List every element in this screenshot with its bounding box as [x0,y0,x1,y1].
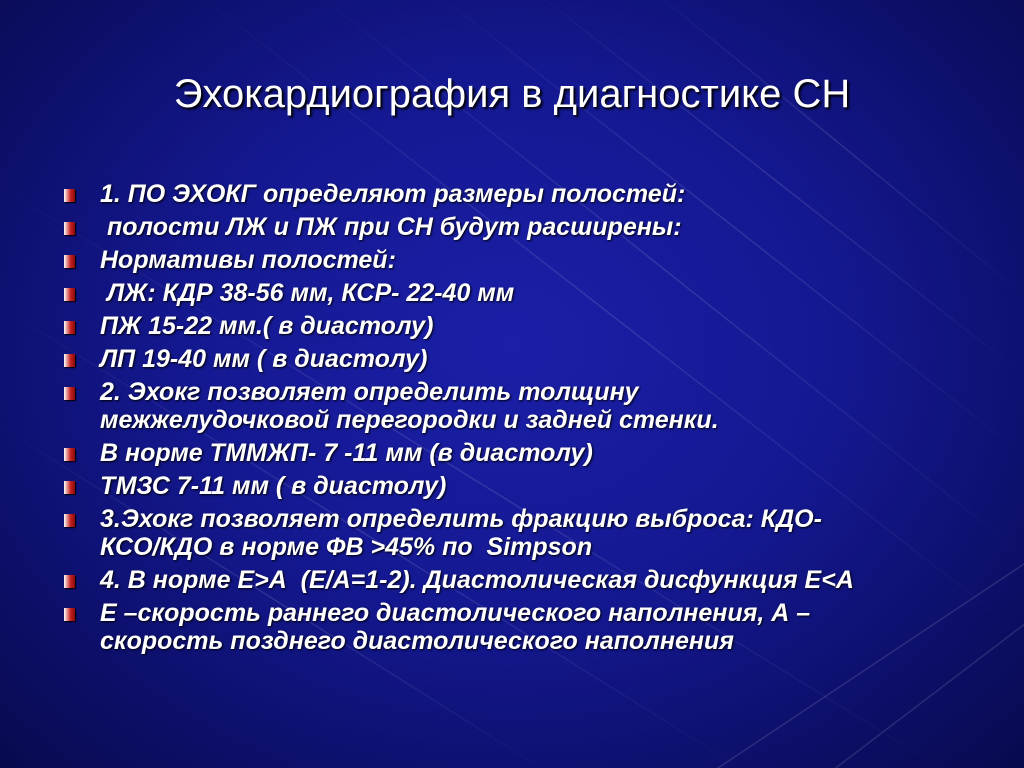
bullet-item [64,566,994,594]
bullet-square-icon [64,608,75,621]
bullet-item [64,279,994,307]
bullet-text-line: 2. Эхокг позволяет определить толщину [100,378,639,406]
bullet-text-line: ЛП 19-40 мм ( в диастолу) [100,345,428,373]
bullet-item [64,599,994,655]
slide-title: Эхокардиография в диагностике СН [173,72,851,116]
bullet-text-line: скорость позднего диастолического наполнения [100,627,734,655]
bullet-list [64,180,994,660]
bullet-text-line: Е –скорость раннего диастолического наполнения, А – [100,599,811,627]
bullet-item [64,180,994,208]
bullet-square-icon [64,354,75,367]
bullet-square-icon [64,321,75,334]
bullet-text-line: 4. В норме Е>А (Е/А=1-2). Диастолическая дисфункция Е<А [100,566,854,594]
bullet-item [64,505,994,561]
bullet-text-line: ТМЗС 7-11 мм ( в диастолу) [100,472,447,500]
bullet-item [64,472,994,500]
bullet-text-line: Нормативы полостей: [100,246,396,274]
bullet-item [64,312,994,340]
bullet-item [64,378,994,434]
bullet-square-icon [64,222,75,235]
bullet-text-line: ЛЖ: КДР 38-56 мм, КСР- 22-40 мм [100,279,515,307]
bullet-item [64,246,994,274]
bullet-square-icon [64,514,75,527]
bullet-item [64,213,994,241]
bullet-square-icon [64,255,75,268]
bullet-text-line: межжелудочковой перегородки и задней стенки. [100,406,719,434]
bullet-square-icon [64,189,75,202]
bullet-square-icon [64,448,75,461]
bullet-square-icon [64,481,75,494]
bullet-text-line: В норме ТММЖП- 7 -11 мм (в диастолу) [100,439,593,467]
bullet-text-line: полости ЛЖ и ПЖ при СН будут расширены: [100,213,682,241]
bullet-text-line: ПЖ 15-22 мм.( в диастолу) [100,312,434,340]
bullet-text-line: КСО/КДО в норме ФВ >45% по Simpson [100,533,593,561]
bullet-item [64,345,994,373]
bullet-item [64,439,994,467]
bullet-square-icon [64,288,75,301]
bullet-square-icon [64,575,75,588]
bullet-square-icon [64,387,75,400]
bullet-text-line: 1. ПО ЭХОКГ определяют размеры полостей: [100,180,686,208]
bullet-text-line: 3.Эхокг позволяет определить фракцию выброса: КДО- [100,505,822,533]
